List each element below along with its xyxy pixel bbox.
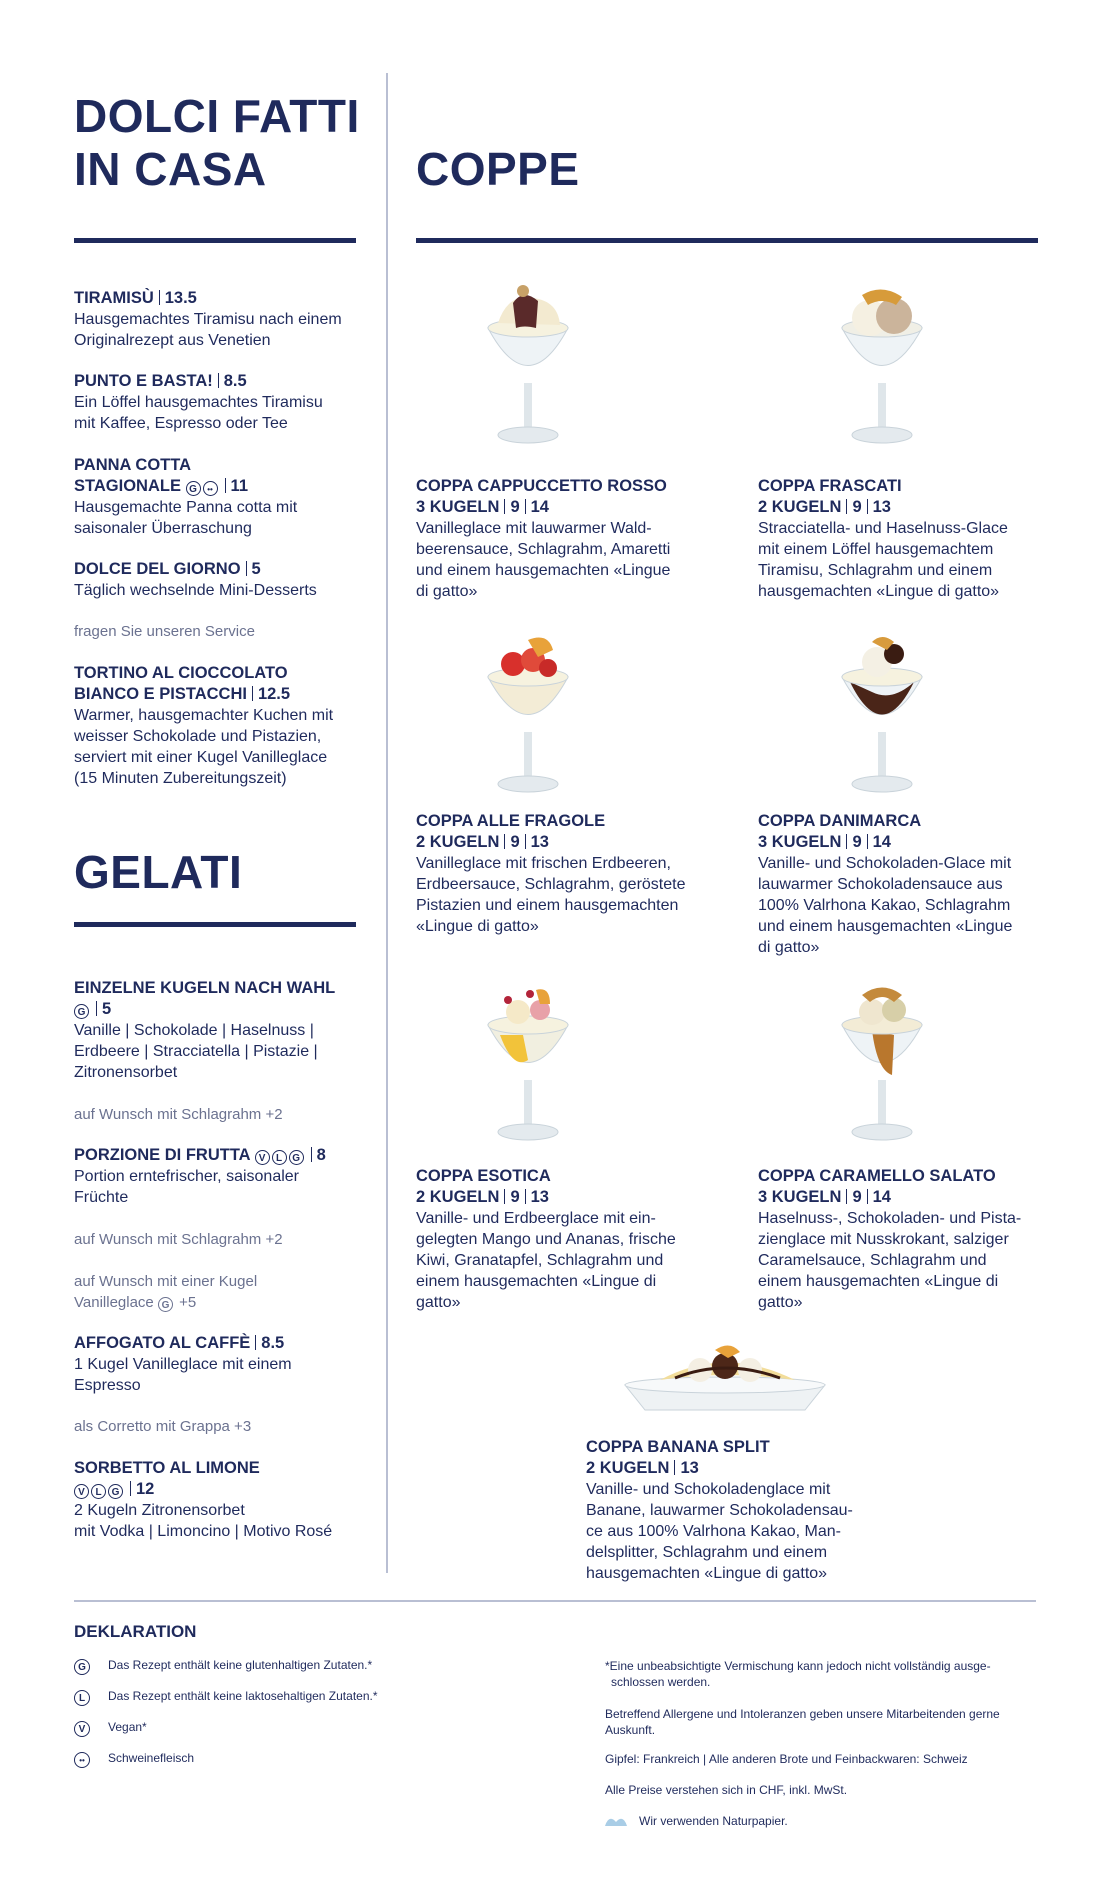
coppa-price-small: 9 — [852, 1188, 862, 1206]
legend-lactose-free — [74, 1689, 378, 1706]
coppa-price-small: 9 — [510, 1188, 520, 1206]
deklaration-title: DEKLARATION — [74, 1622, 197, 1641]
coppa-desc: Pistazien und einem hausgemachten — [416, 897, 679, 914]
coppa-kugeln: 2 KUGELN — [586, 1459, 670, 1477]
coppa-kugeln: 2 KUGELN — [758, 498, 842, 516]
item-price: 5 — [102, 1000, 112, 1018]
footnote-line: schlossen werden. — [611, 1675, 711, 1689]
coppa-desc: Vanilleglace mit lauwarmer Wald- — [416, 520, 652, 537]
coppa-desc: 100% Valrhona Kakao, Schlagrahm — [758, 897, 1011, 914]
gelati-title: GELATI — [74, 846, 243, 898]
item-name: AFFOGATO AL CAFFÈ — [74, 1334, 251, 1352]
affogato-note: als Corretto mit Grappa +3 — [74, 1418, 252, 1435]
gluten-free-icon: G — [158, 1297, 173, 1312]
item-name: PUNTO E BASTA! — [74, 372, 213, 390]
item-desc: Warmer, hausgemachter Kuchen mit — [74, 707, 334, 724]
note-text: Vanilleglace — [74, 1294, 154, 1311]
coppa-fragole-image — [478, 632, 578, 802]
menu-item-tiramisu — [74, 288, 374, 351]
menu-item-porzione-di-frutta — [74, 1145, 374, 1208]
menu-item-tortino — [74, 663, 374, 789]
item-desc: Erdbeere | Stracciatella | Pistazie | — [74, 1043, 318, 1060]
coppa-price-large: 14 — [530, 498, 549, 516]
item-desc: Zitronensorbet — [74, 1064, 178, 1081]
coppa-danimarca — [758, 811, 1048, 958]
coppa-kugeln: 3 KUGELN — [758, 833, 842, 851]
coppa-desc: Vanilleglace mit frischen Erdbeeren, — [416, 855, 671, 872]
legend-text: Vegan* — [108, 1720, 147, 1734]
menu-item-panna-cotta — [74, 455, 374, 539]
coppa-desc: «Lingue di gatto» — [416, 918, 539, 935]
coppa-desc: Erdbeersauce, Schlagrahm, geröstete — [416, 876, 686, 893]
coppa-price-large: 14 — [872, 1188, 891, 1206]
coppa-banana-split — [586, 1437, 876, 1584]
gluten-free-icon: G — [186, 481, 201, 496]
item-price: 11 — [230, 477, 248, 495]
vegan-icon: V — [74, 1484, 89, 1499]
item-name: EINZELNE KUGELN NACH WAHL — [74, 979, 336, 997]
coppa-desc: zienglace mit Nusskrokant, salziger — [758, 1231, 1009, 1248]
gluten-free-icon: G — [74, 1004, 89, 1019]
note-line: auf Wunsch mit einer Kugel — [74, 1273, 258, 1290]
coppa-kugeln: 2 KUGELN — [416, 833, 500, 851]
frutta-note-schlagrahm: auf Wunsch mit Schlagrahm +2 — [74, 1231, 283, 1248]
leaf-icon — [603, 1812, 629, 1828]
column-divider — [386, 73, 388, 1573]
coppa-desc: Kiwi, Granatapfel, Schlagrahm und — [416, 1252, 664, 1269]
coppa-esotica-image — [478, 980, 578, 1150]
item-name: SORBETTO AL LIMONE — [74, 1459, 260, 1477]
coppa-desc: einem hausgemachten «Lingue di — [758, 1273, 999, 1290]
item-name-line2: BIANCO E PISTACCHI — [74, 685, 247, 703]
coppa-kugeln: 2 KUGELN — [416, 1188, 500, 1206]
footnote-vermischung — [605, 1658, 1045, 1690]
coppa-price-small: 9 — [510, 498, 520, 516]
coppa-name: COPPA CAPPUCCETTO ROSSO — [416, 477, 667, 495]
coppa-desc: delsplitter, Schlagrahm und einem — [586, 1544, 828, 1561]
item-desc: Portion erntefrischer, saisonaler — [74, 1168, 299, 1185]
dolci-rule — [74, 238, 356, 243]
footnote-naturpapier — [603, 1812, 1043, 1829]
item-desc: Hausgemachtes Tiramisu nach einem — [74, 311, 342, 328]
item-desc: saisonaler Überraschung — [74, 520, 252, 537]
coppe-rule — [416, 238, 1038, 243]
legend-pork — [74, 1751, 194, 1768]
coppa-desc: ce aus 100% Valrhona Kakao, Man- — [586, 1523, 841, 1540]
footnote-line: Betreffend Allergene und Intoleranzen geben unsere Mitarbeitenden gerne — [605, 1707, 1000, 1721]
deklaration-divider — [74, 1600, 1036, 1602]
item-price: 5 — [251, 560, 261, 578]
dolce-note: fragen Sie unseren Service — [74, 623, 255, 640]
coppa-esotica — [416, 1166, 706, 1313]
footnote-herkunft: Gipfel: Frankreich | Alle anderen Brote und Feinbackwaren: Schweiz — [605, 1752, 968, 1766]
coppa-desc: lauwarmer Schokoladensauce aus — [758, 876, 1003, 893]
item-desc: weisser Schokolade und Pistazien, — [74, 728, 322, 745]
coppa-desc: mit einem Löffel hausgemachtem — [758, 541, 994, 558]
gluten-free-icon: G — [108, 1484, 123, 1499]
coppa-cappuccetto-image — [478, 283, 578, 453]
item-desc: Originalrezept aus Venetien — [74, 332, 271, 349]
coppa-desc: gelegten Mango und Ananas, frische — [416, 1231, 676, 1248]
item-price: 8 — [316, 1146, 326, 1164]
coppa-desc: Vanille- und Erdbeerglace mit ein- — [416, 1210, 656, 1227]
coppa-price-large: 13 — [530, 833, 549, 851]
legend-gluten-free — [74, 1658, 372, 1675]
coppa-price-large: 13 — [872, 498, 891, 516]
item-name-line1: TORTINO AL CIOCCOLATO — [74, 664, 288, 682]
item-desc: Früchte — [74, 1189, 129, 1206]
coppa-name: COPPA CARAMELLO SALATO — [758, 1167, 996, 1185]
pork-icon: •• — [74, 1752, 90, 1768]
coppa-desc: Banane, lauwarmer Schokoladensau- — [586, 1502, 853, 1519]
coppa-desc: hausgemachten «Lingue di gatto» — [758, 583, 1000, 600]
legend-text: Schweinefleisch — [108, 1751, 195, 1765]
pork-icon: •• — [203, 481, 218, 496]
coppa-kugeln: 3 KUGELN — [416, 498, 500, 516]
footnote-line: *Eine unbeabsichtigte Vermischung kann jedoch nicht vollständig ausge- — [605, 1659, 991, 1673]
item-price: 8.5 — [223, 372, 247, 390]
legend-text: Das Rezept enthält keine glutenhaltigen Zutaten.* — [108, 1658, 373, 1672]
gelati-note-schlagrahm: auf Wunsch mit Schlagrahm +2 — [74, 1106, 283, 1123]
item-desc: Täglich wechselnde Mini-Desserts — [74, 582, 317, 599]
coppa-desc: Vanille- und Schokoladenglace mit — [586, 1481, 831, 1498]
coppa-desc: gatto» — [758, 1294, 803, 1311]
lactose-free-icon: L — [74, 1690, 90, 1706]
coppa-price-small: 9 — [510, 833, 520, 851]
coppa-desc: Vanille- und Schokoladen-Glace mit — [758, 855, 1012, 872]
coppa-desc: und einem hausgemachten «Lingue — [758, 918, 1013, 935]
footnote-allergene — [605, 1706, 1045, 1738]
coppa-banana-split-image — [620, 1340, 830, 1420]
menu-item-affogato — [74, 1333, 374, 1396]
coppa-price-small: 9 — [852, 833, 862, 851]
coppa-name: COPPA BANANA SPLIT — [586, 1438, 770, 1456]
coppa-frascati-image — [832, 283, 932, 453]
legend-vegan — [74, 1720, 147, 1737]
coppa-price-small: 9 — [852, 498, 862, 516]
gelati-rule — [74, 922, 356, 927]
coppa-desc: di gatto» — [416, 583, 478, 600]
lactose-free-icon: L — [91, 1484, 106, 1499]
coppa-price-large: 14 — [872, 833, 891, 851]
coppa-desc: Tiramisu, Schlagrahm und einem — [758, 562, 993, 579]
coppa-desc: hausgemachten «Lingue di gatto» — [586, 1565, 828, 1582]
menu-item-sorbetto — [74, 1458, 374, 1542]
dolci-title-line1: DOLCI FATTI — [74, 90, 360, 142]
item-name: PORZIONE DI FRUTTA — [74, 1146, 250, 1164]
coppa-name: COPPA DANIMARCA — [758, 812, 922, 830]
coppa-desc: Caramelsauce, Schlagrahm und — [758, 1252, 987, 1269]
item-name-line2: STAGIONALE — [74, 477, 181, 495]
coppa-desc: beerensauce, Schlagrahm, Amaretti — [416, 541, 671, 558]
vegan-icon: V — [74, 1721, 90, 1737]
menu-item-einzelne-kugeln — [74, 978, 374, 1083]
item-price: 12 — [136, 1480, 155, 1498]
footnote-line: Wir verwenden Naturpapier. — [639, 1814, 788, 1828]
item-desc: serviert mit einer Kugel Vanilleglace — [74, 749, 328, 766]
coppa-danimarca-image — [832, 632, 932, 802]
coppa-desc: und einem hausgemachten «Lingue — [416, 562, 671, 579]
coppa-kugeln: 3 KUGELN — [758, 1188, 842, 1206]
dolci-title — [74, 90, 360, 196]
coppa-name: COPPA FRASCATI — [758, 477, 902, 495]
menu-item-dolce-del-giorno — [74, 559, 374, 601]
item-name-line1: PANNA COTTA — [74, 456, 192, 474]
coppa-caramello-salato — [758, 1166, 1048, 1313]
item-desc: Ein Löffel hausgemachtes Tiramisu — [74, 394, 323, 411]
item-desc: Vanille | Schokolade | Haselnuss | — [74, 1022, 314, 1039]
coppa-desc: Haselnuss-, Schokoladen- und Pista- — [758, 1210, 1022, 1227]
gluten-free-icon: G — [74, 1659, 90, 1675]
note-price: +5 — [179, 1294, 197, 1311]
coppa-alle-fragole — [416, 811, 706, 937]
item-price: 12.5 — [257, 685, 291, 703]
lactose-free-icon: L — [272, 1150, 287, 1165]
coppa-desc: gatto» — [416, 1294, 461, 1311]
coppa-desc: di gatto» — [758, 939, 820, 956]
item-desc: Hausgemachte Panna cotta mit — [74, 499, 298, 516]
gluten-free-icon: G — [289, 1150, 304, 1165]
coppa-name: COPPA ESOTICA — [416, 1167, 551, 1185]
item-name: TIRAMISÙ — [74, 289, 154, 307]
item-desc: (15 Minuten Zubereitungszeit) — [74, 770, 287, 787]
coppa-desc: Stracciatella- und Haselnuss-Glace — [758, 520, 1008, 537]
coppa-caramello-image — [832, 980, 932, 1150]
item-desc: 1 Kugel Vanilleglace mit einem — [74, 1356, 292, 1373]
item-desc: Espresso — [74, 1377, 141, 1394]
item-name: DOLCE DEL GIORNO — [74, 560, 241, 578]
coppa-price-large: 13 — [530, 1188, 549, 1206]
coppa-price: 13 — [680, 1459, 699, 1477]
item-desc: mit Vodka | Limoncino | Motivo Rosé — [74, 1523, 333, 1540]
coppa-name: COPPA ALLE FRAGOLE — [416, 812, 606, 830]
item-price: 13.5 — [164, 289, 197, 307]
dolci-title-line2: IN CASA — [74, 143, 267, 195]
item-price: 8.5 — [261, 1334, 285, 1352]
menu-item-punto-e-basta — [74, 371, 374, 434]
legend-text: Das Rezept enthält keine laktosehaltigen Zutaten.* — [108, 1689, 378, 1703]
item-desc: 2 Kugeln Zitronensorbet — [74, 1502, 245, 1519]
footnote-preise: Alle Preise verstehen sich in CHF, inkl. MwSt. — [605, 1783, 848, 1797]
coppe-title: COPPE — [416, 143, 580, 195]
item-desc: mit Kaffee, Espresso oder Tee — [74, 415, 288, 432]
footnote-line: Auskunft. — [605, 1723, 656, 1737]
vegan-icon: V — [255, 1150, 270, 1165]
frutta-note-kugel — [74, 1271, 257, 1313]
coppa-desc: einem hausgemachten «Lingue di — [416, 1273, 657, 1290]
coppa-frascati — [758, 476, 1048, 602]
coppa-cappuccetto-rosso — [416, 476, 706, 602]
